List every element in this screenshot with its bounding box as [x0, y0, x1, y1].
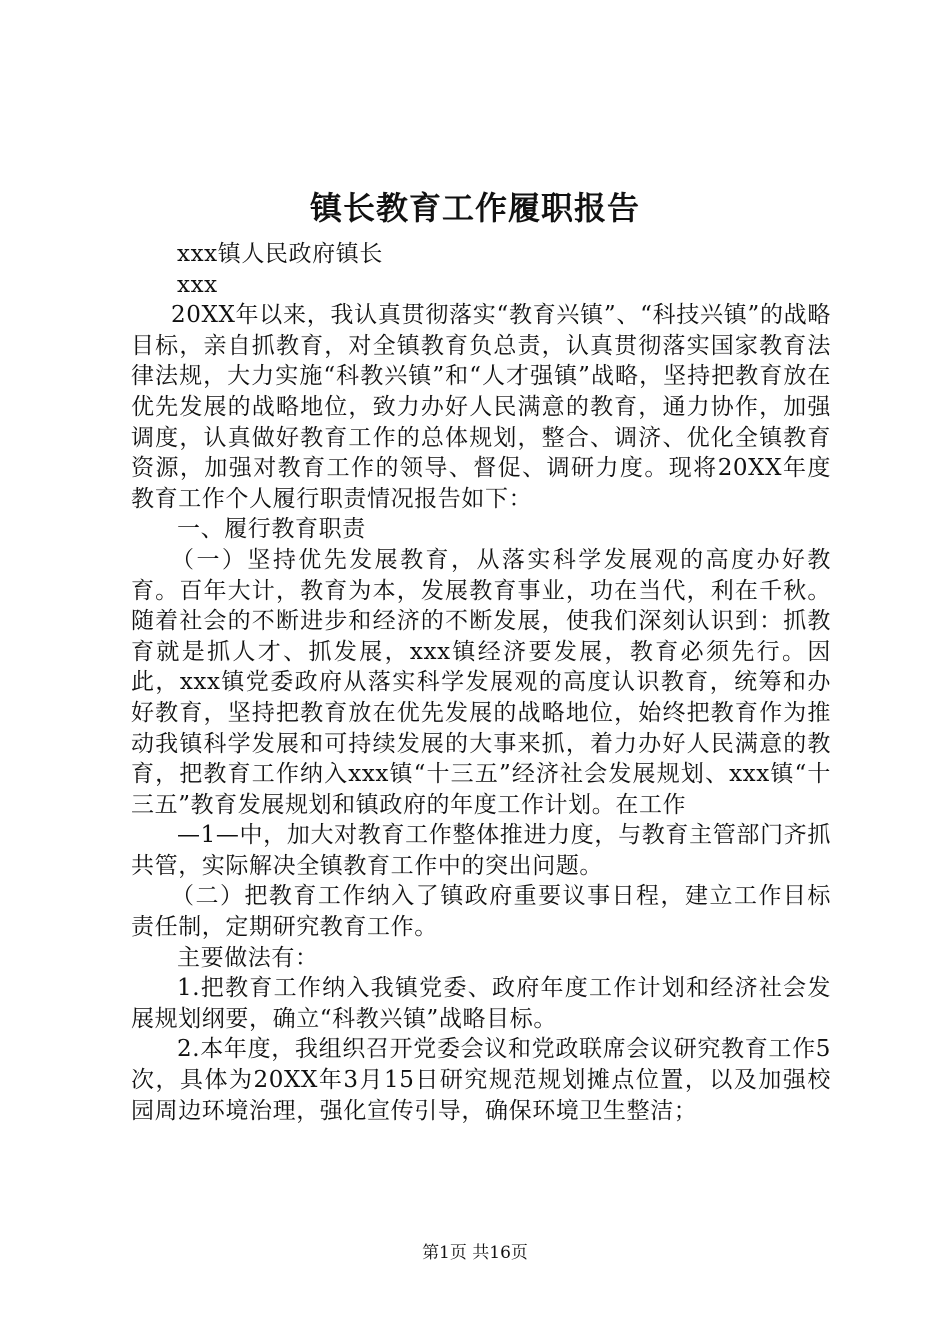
author-name: xxx [177, 271, 218, 298]
paragraph: 主要做法有： [177, 944, 319, 971]
section-heading: 一、履行教育职责 [177, 516, 366, 543]
paragraph: —1—中，加大对教育工作整体推进力度，与教育主管部门齐抓共管，实际解决全镇教育工作中的突出问题。 [131, 822, 831, 879]
document-body [131, 239, 831, 1126]
page-footer: 第1页 共16页 [422, 1243, 528, 1263]
document-title: 镇长教育工作履职报告 [309, 189, 640, 227]
paragraph: 1.把教育工作纳入我镇党委、政府年度工作计划和经济社会发展规划纲要，确立“科教兴镇”战略目标。 [131, 975, 831, 1032]
paragraph: 2.本年度，我组织召开党委会议和党政联席会议研究教育工作5次，具体为20XX年3月15日研究规范规划摊点位置，以及加强校园周边环境治理，强化宣传引导，确保环境卫生整洁； [131, 1036, 831, 1124]
paragraph: （二）把教育工作纳入了镇政府重要议事日程，建立工作目标责任制，定期研究教育工作。 [131, 883, 831, 941]
paragraph: （一）坚持优先发展教育，从落实科学发展观的高度办好教育。百年大计，教育为本，发展教育事业，功在当代，利在千秋。随着社会的不断进步和经济的不断发展，使我们深刻认识到：抓教育就是抓人才、抓发展，xxx镇经济要发展，教育必须先行。因此，xxx镇党委政府从落实科学发展观的高度认识教育，统筹和办好教育，坚持把教育放在优先发展的战略地位，始终把教育作为推动我镇科学发展和可持续发展的大事来抓，着力办好人民满意的教育，把教育工作纳入xxx镇“十三五”经济社会发展规划、xxx镇“十三五”教育发展规划和镇政府的年度工作计划。在工作 [131, 546, 831, 818]
author-org: xxx镇人民政府镇长 [177, 241, 383, 267]
paragraph: 20XX年以来，我认真贯彻落实“教育兴镇”、“科技兴镇”的战略目标，亲自抓教育，对全镇教育负总责，认真贯彻落实国家教育法律法规，大力实施“科教兴镇”和“人才强镇”战略，坚持把教育放在优先发展的战略地位，致力办好人民满意的教育，通力协作，加强调度，认真做好教育工作的总体规划，整合、调济、优化全镇教育资源，加强对教育工作的领导、督促、调研力度。现将20XX年度教育工作个人履行职责情况报告如下： [131, 302, 831, 512]
